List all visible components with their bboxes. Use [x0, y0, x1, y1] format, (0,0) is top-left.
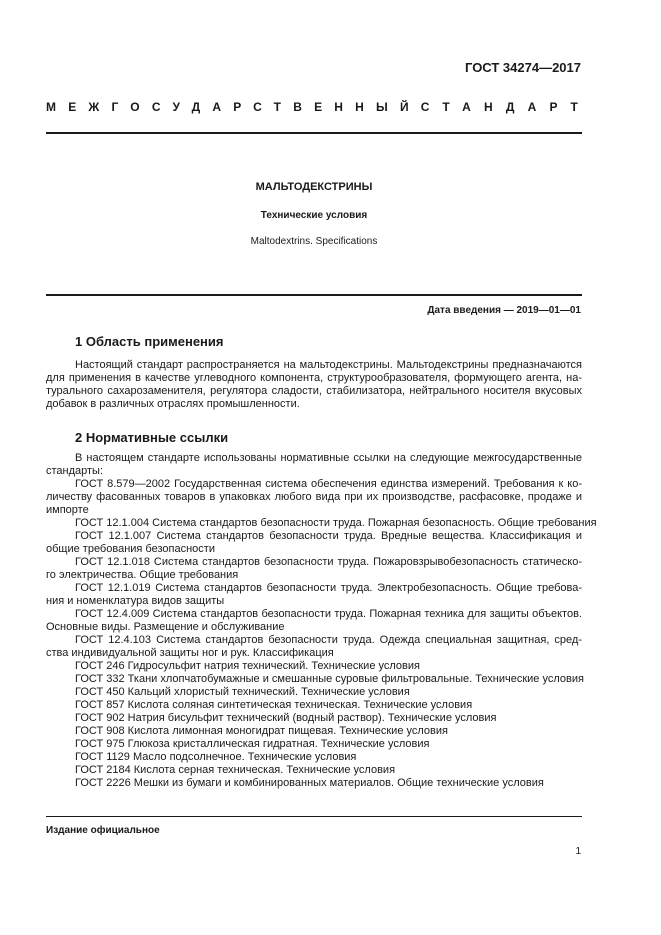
text-line: личеству фасованных товаров в упаковках любого вида при их производстве, расфасовке, продаже и: [46, 491, 582, 503]
text-line: ГОСТ 2226 Мешки из бумаги и комбинированных материалов. Общие технические условия: [75, 777, 544, 789]
banner-word: МЕЖГОСУДАРСТВЕННЫЙ: [46, 100, 421, 114]
text-line: ГОСТ 12.1.007 Система стандартов безопасности труда. Вредные вещества. Классификация и: [75, 530, 582, 542]
document-number: ГОСТ 34274—2017: [465, 60, 581, 75]
text-line: ГОСТ 2184 Кислота серная техническая. Технические условия: [75, 764, 396, 776]
section-2-body: [46, 452, 597, 790]
text-line: ГОСТ 12.4.009 Система стандартов безопасности труда. Пожарная техника для защиты объектов.: [75, 608, 582, 620]
introduction-date: Дата введения — 2019—01—01: [427, 305, 581, 316]
text-line: Основные виды. Размещение и обслуживание: [46, 621, 285, 633]
interstate-standard-banner: [46, 100, 592, 114]
document-subtitle: Технические условия: [260, 210, 368, 221]
text-line: ГОСТ 857 Кислота соляная синтетическая техническая. Технические условия: [75, 699, 473, 711]
text-line: для применения в качестве углеводного компонента, структурообразователя, формующего агента, на-: [46, 372, 582, 384]
official-edition-label: Издание официальное: [46, 825, 160, 836]
text-line: ГОСТ 908 Кислота лимонная моногидрат пищевая. Технические условия: [75, 725, 448, 737]
text-line: турального сахарозаменителя, регулятора сладости, стабилизатора, нейтрального носителя вкусовых: [46, 385, 582, 397]
text-line: добавок в различных отраслях промышленности.: [46, 398, 300, 410]
text-line: ГОСТ 450 Кальций хлористый технический. Технические условия: [75, 686, 410, 698]
text-line: го электричества. Общие требования: [46, 569, 239, 581]
text-line: ГОСТ 12.1.019 Система стандартов безопасности труда. Электробезопасность. Общие требова-: [75, 582, 582, 594]
text-line: ГОСТ 332 Ткани хлопчатобумажные и смешанные суровые фильтровальные. Технические условия: [75, 673, 584, 685]
text-line: ГОСТ 12.4.103 Система стандартов безопасности труда. Одежда специальная защитная, сред-: [75, 634, 582, 646]
banner-word: СТАНДАРТ: [420, 100, 592, 114]
text-line: стандарты:: [46, 465, 104, 477]
page-number: 1: [575, 846, 581, 857]
section-2-heading: 2 Нормативные ссылки: [75, 430, 229, 445]
text-line: импорте: [46, 504, 89, 516]
text-line: Настоящий стандарт распространяется на мальтодекстрины. Мальтодекстрины предназначаются: [75, 359, 582, 371]
text-line: общие требования безопасности: [46, 543, 215, 555]
text-line: ства индивидуальной защиты ног и рук. Классификация: [46, 647, 334, 659]
text-line: ния и номенклатура видов защиты: [46, 595, 225, 607]
text-line: ГОСТ 1129 Масло подсолнечное. Технические условия: [75, 751, 357, 763]
english-title: Maltodextrins. Specifications: [250, 236, 378, 247]
section-1-heading: 1 Область применения: [75, 334, 224, 349]
footer-divider: [46, 816, 582, 817]
text-line: ГОСТ 246 Гидросульфит натрия технический. Технические условия: [75, 660, 420, 672]
text-line: ГОСТ 8.579—2002 Государственная система обеспечения единства измерений. Требования к ко-: [75, 478, 582, 490]
text-line: ГОСТ 12.1.018 Система стандартов безопасности труда. Пожаровзрывобезопасность статическо-: [75, 556, 582, 568]
title-divider: [46, 294, 582, 296]
text-line: ГОСТ 902 Натрия бисульфит технический (водный раствор). Технические условия: [75, 712, 497, 724]
section-1-body: [46, 359, 582, 411]
text-line: В настоящем стандарте использованы нормативные ссылки на следующие межгосударственные: [75, 452, 582, 464]
header-divider: [46, 132, 582, 134]
document-title: МАЛЬТОДЕКСТРИНЫ: [255, 181, 373, 193]
text-line: ГОСТ 12.1.004 Система стандартов безопасности труда. Пожарная безопасность. Общие требования: [75, 517, 597, 529]
text-line: ГОСТ 975 Глюкоза кристаллическая гидратная. Технические условия: [75, 738, 430, 750]
